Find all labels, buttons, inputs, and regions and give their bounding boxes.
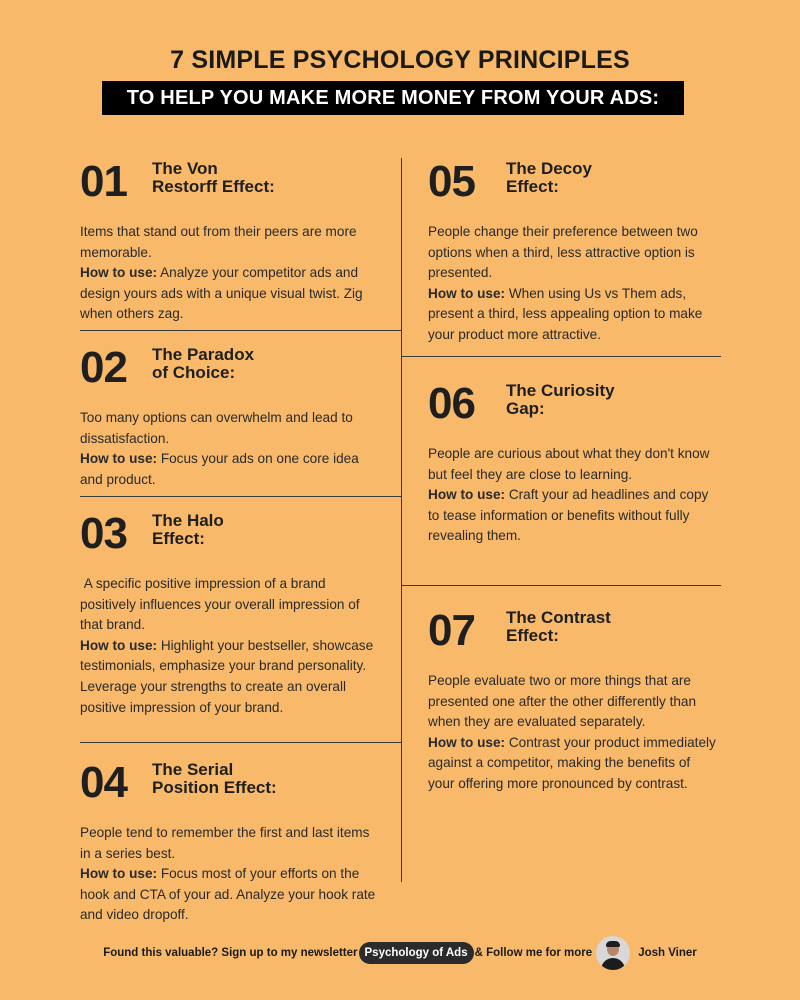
principle-description: People change their preference between two options when a third, less attractive option is presented. — [428, 224, 698, 281]
principle-number: 01 — [80, 157, 127, 206]
row-divider-right-1 — [401, 356, 721, 357]
principle-card-03 — [80, 510, 380, 718]
principle-description: People evaluate two or more things that are presented one after the other differently than when they are evaluated separately. — [428, 673, 697, 730]
row-divider-right-2 — [401, 585, 721, 586]
principle-description: Items that stand out from their peers are more memorable. — [80, 224, 357, 260]
how-to-use-text: Focus your ads on one core idea and product. — [80, 451, 359, 487]
principle-number: 04 — [80, 758, 127, 807]
principle-card-07 — [428, 607, 720, 795]
how-to-use-text: Craft your ad headlines and copy to tease information or benefits without fully revealing them. — [428, 487, 709, 544]
how-to-use-text: Analyze your competitor ads and design yours ads with a unique visual twist. Zig when others zag. — [80, 265, 363, 322]
principle-number: 05 — [428, 157, 475, 206]
how-to-use-text: Focus most of your efforts on the hook and CTA of your ad. Analyze your hook rate and video dropoff. — [80, 866, 376, 923]
principle-number: 06 — [428, 379, 475, 428]
principle-body — [80, 823, 380, 926]
principle-card-02 — [80, 344, 380, 490]
principle-name: The Contrast Effect: — [506, 608, 611, 645]
principle-body — [428, 671, 720, 795]
principle-card-06 — [428, 380, 720, 547]
principle-description: People tend to remember the first and last items in a series best. — [80, 825, 370, 861]
principle-description: A specific positive impression of a brand positively influences your overall impression of that brand. — [80, 576, 364, 633]
principle-card-04 — [80, 759, 380, 926]
principle-name: The Curiosity Gap: — [506, 381, 615, 418]
principle-body — [80, 574, 380, 718]
how-to-use-label: How to use: — [428, 734, 506, 750]
author-name: Josh Viner — [638, 947, 697, 959]
subtitle-banner — [102, 81, 684, 115]
footer-text-before: Found this valuable? Sign up to my newsletter — [103, 947, 358, 959]
principle-body — [80, 408, 380, 490]
principle-number: 07 — [428, 606, 475, 655]
how-to-use-label: How to use: — [428, 285, 506, 301]
principle-card-05 — [428, 158, 720, 346]
principle-name: The Decoy Effect: — [506, 159, 592, 196]
how-to-use-label: How to use: — [80, 866, 158, 882]
how-to-use-text: When using Us vs Them ads, present a third, less appealing option to make your product more attractive. — [428, 285, 703, 342]
principle-name: The Paradox of Choice: — [152, 345, 255, 382]
row-divider-left-3 — [80, 742, 401, 743]
page-title: 7 SIMPLE PSYCHOLOGY PRINCIPLES — [170, 46, 630, 74]
how-to-use-label: How to use: — [80, 265, 158, 281]
principle-number: 02 — [80, 343, 127, 392]
row-divider-left-1 — [80, 330, 401, 331]
footer — [0, 937, 800, 969]
principle-name: The Serial Position Effect: — [152, 760, 277, 797]
principle-card-01 — [80, 158, 380, 325]
newsletter-link[interactable]: Psychology of Ads — [359, 942, 474, 964]
row-divider-left-2 — [80, 496, 401, 497]
footer-text-after: & Follow me for more — [474, 947, 593, 959]
principle-name: The Von Restorff Effect: — [152, 159, 275, 196]
principle-name: The Halo Effect: — [152, 511, 224, 548]
how-to-use-label: How to use: — [428, 487, 506, 503]
column-divider — [401, 158, 402, 882]
how-to-use-text: Highlight your bestseller, showcase testimonials, emphasize your brand personality. Leverage your strengths to create an overall positive impression of your brand. — [80, 637, 374, 715]
principle-body — [428, 444, 720, 547]
principle-number: 03 — [80, 509, 127, 558]
page-subtitle: TO HELP YOU MAKE MORE MONEY FROM YOUR ADS: — [126, 86, 660, 109]
avatar — [596, 936, 630, 970]
principle-body — [428, 222, 720, 346]
how-to-use-label: How to use: — [80, 637, 158, 653]
principle-body — [80, 222, 380, 325]
principle-description: Too many options can overwhelm and lead to dissatisfaction. — [80, 410, 353, 446]
principle-description: People are curious about what they don't know but feel they are close to learning. — [428, 446, 710, 482]
how-to-use-text: Contrast your product immediately against a competitor, making the benefits of your offering more pronounced by contrast. — [428, 734, 716, 791]
how-to-use-label: How to use: — [80, 451, 158, 467]
